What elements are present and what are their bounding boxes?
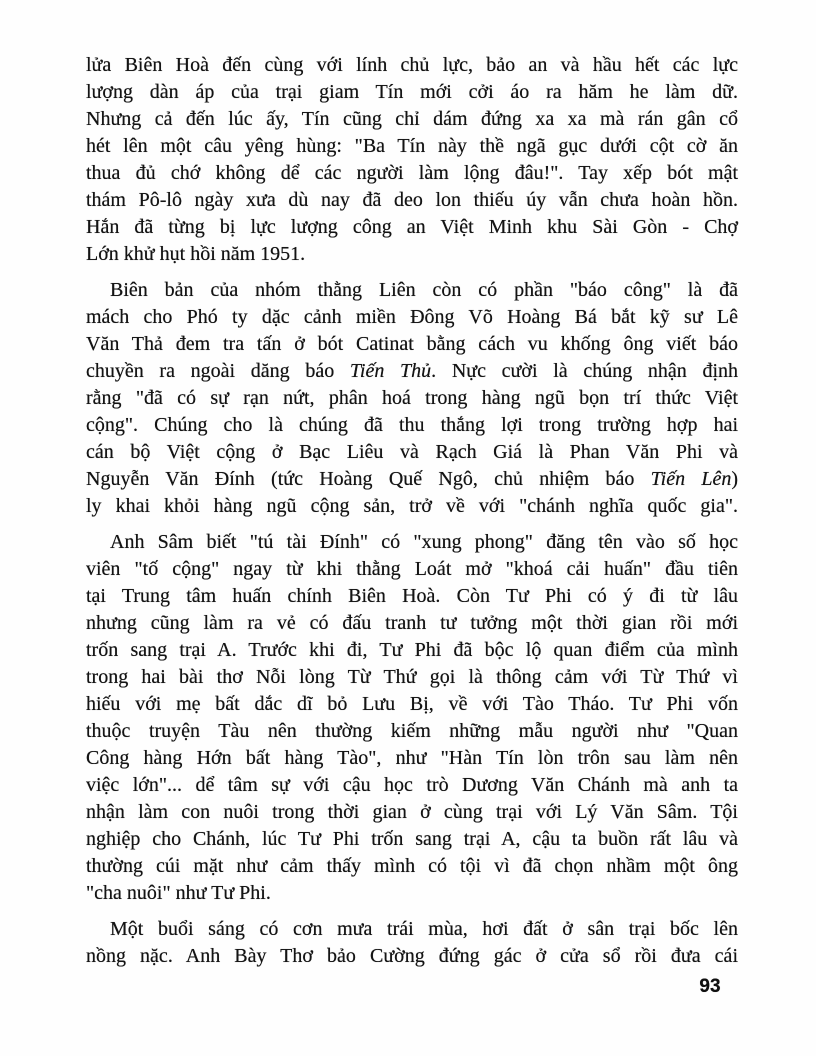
text-line: Lớn khử hụt hồi năm 1951. <box>86 243 306 265</box>
text-line: nhận làm con nuôi trong thời gian ở cùng trại với Lý Văn Sâm. Tội <box>86 801 738 823</box>
text-line: rằng "đã có sự rạn nứt, phân hoá trong hàng ngũ bọn trí thức Việt <box>86 387 738 409</box>
text-line: nồng nặc. Anh Bày Thơ bảo Cường đứng gác ở cửa sổ rồi đưa cái <box>86 945 738 967</box>
text-line: Nhưng cả đến lúc ấy, Tín cũng chỉ dám đứng xa xa mà rán gân cổ <box>86 108 738 130</box>
text-line: trốn sang trại A. Trước khi đi, Tư Phi đã bộc lộ quan điểm của mình <box>86 639 738 661</box>
text-line: tại Trung tâm huấn chính Biên Hoà. Còn Tư Phi có ý đi từ lâu <box>86 585 738 607</box>
text-line: thường cúi mặt như cảm thấy mình có tội vì đã chọn nhầm một ông <box>86 855 738 877</box>
text-line: lượng dàn áp của trại giam Tín mới cởi áo ra hăm he làm dữ. <box>86 81 738 103</box>
text-line: viên "tố cộng" ngay từ khi thằng Loát mở "khoá cải huấn" đầu tiên <box>86 558 738 580</box>
text-line: Nguyễn Văn Đính (tức Hoàng Quế Ngô, chủ nhiệm báo Tiến Lên) <box>86 468 739 490</box>
text-line: Công hàng Hớn bất hàng Tào", như "Hàn Tín lòn trôn sau làm nên <box>86 747 738 769</box>
text-line: trong hai bài thơ Nỗi lòng Từ Thứ gọi là thông cảm với Từ Thứ vì <box>86 666 738 688</box>
italic-publication-title: Tiến Lên <box>650 468 732 490</box>
text-line: nghiệp cho Chánh, lúc Tư Phi trốn sang trại A, cậu ta buồn rất lâu và <box>86 828 738 850</box>
text-line: việc lớn"... dể tâm sự với cậu học trò Dương Văn Chánh mà anh ta <box>86 774 738 796</box>
text-line: ly khai khỏi hàng ngũ cộng sản, trở về với "chánh nghĩa quốc gia". <box>86 495 738 517</box>
text-line: thua đủ chớ không dể các người làm lộng đâu!". Tay xếp bót mật <box>86 162 738 184</box>
text-line: hét lên một câu yêng hùng: "Ba Tín này thề ngã gục dưới cột cờ ăn <box>86 135 738 157</box>
text-line: Hắn đã từng bị lực lượng công an Việt Minh khu Sài Gòn - Chợ <box>86 216 738 238</box>
text-line: lửa Biên Hoà đến cùng với lính chủ lực, bảo an và hầu hết các lực <box>86 54 738 76</box>
text-line: Văn Thả đem tra tấn ở bót Catinat bằng cách vu khống ông viết báo <box>86 333 738 355</box>
page-number: 93 <box>699 976 721 997</box>
paragraph <box>86 277 738 520</box>
text-line: thuộc truyện Tàu nên thường kiếm những mẫu người như "Quan <box>86 720 738 742</box>
text-line: nhưng cũng làm ra vẻ có đấu tranh tư tưởng một thời gian rồi mới <box>86 612 738 634</box>
italic-publication-title: Tiến Thủ <box>349 360 432 382</box>
paragraph <box>86 916 738 970</box>
text-line: thám Pô-lô ngày xưa dù nay đã deo lon thiếu úy vẫn chưa hoàn hồn. <box>86 189 738 211</box>
text-line: cán bộ Việt cộng ở Bạc Liêu và Rạch Giá là Phan Văn Phi và <box>86 441 738 463</box>
paragraph <box>86 529 738 907</box>
text-line: "cha nuôi" như Tư Phi. <box>86 882 271 904</box>
text-block <box>86 52 738 979</box>
text-line: chuyền ra ngoài dăng báo Tiến Thủ. Nực cười là chúng nhận định <box>86 360 738 382</box>
text-line: Anh Sâm biết "tú tài Đính" có "xung phong" đăng tên vào số học <box>110 531 738 553</box>
text-line: hiếu với mẹ bất dắc dĩ bỏ Lưu Bị, về với Tào Tháo. Tư Phi vốn <box>86 693 738 715</box>
text-line: mách cho Phó ty dặc cảnh miền Đông Võ Hoàng Bá bắt kỹ sư Lê <box>86 306 738 328</box>
text-line: cộng". Chúng cho là chúng đã thu thắng lợi trong trường hợp hai <box>86 414 738 436</box>
text-line: Một buổi sáng có cơn mưa trái mùa, hơi đất ở sân trại bốc lên <box>110 918 738 940</box>
paragraph <box>86 52 738 268</box>
text-line: Biên bản của nhóm thằng Liên còn có phần "báo công" là đã <box>110 279 738 301</box>
